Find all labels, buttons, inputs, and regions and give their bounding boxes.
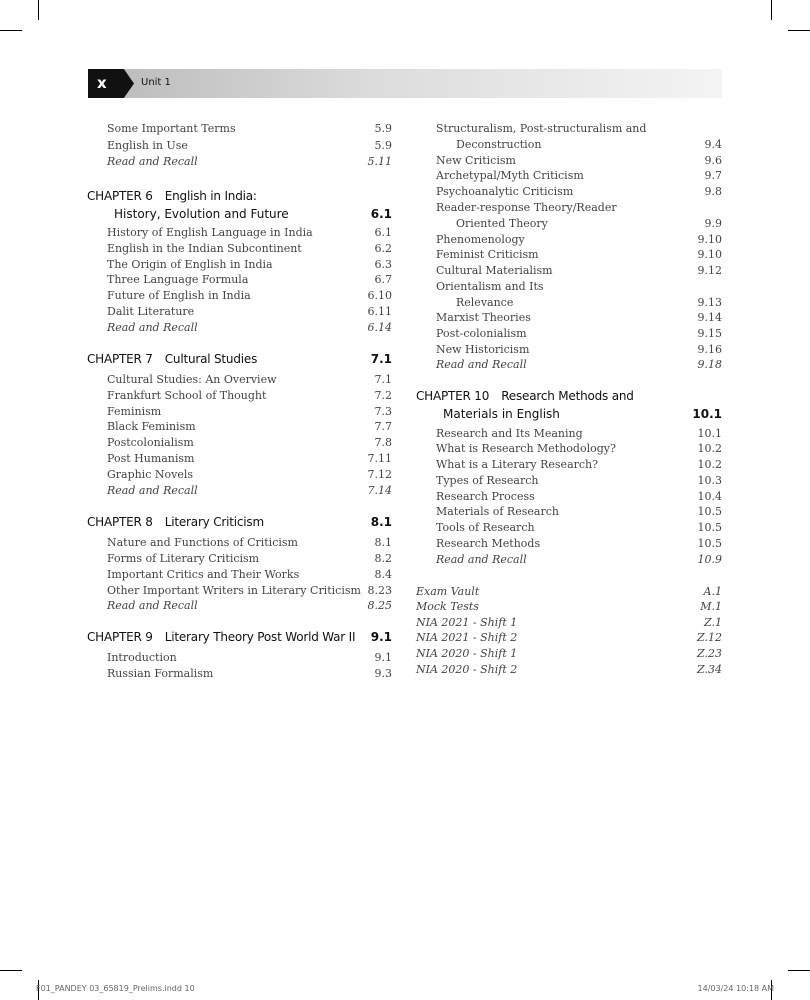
crop-mark	[788, 970, 810, 971]
crop-mark	[38, 0, 39, 20]
crop-mark	[0, 30, 22, 31]
footer-filename: F01_PANDEY 03_65819_Prelims.indd 10	[36, 984, 195, 993]
running-header-bar	[88, 69, 722, 98]
page-number: x	[97, 74, 107, 92]
running-header-title: Unit 1	[141, 77, 171, 88]
crop-mark	[771, 0, 772, 20]
crop-mark	[788, 30, 810, 31]
crop-mark	[0, 970, 22, 971]
footer-timestamp: 14/03/24 10:18 AM	[697, 984, 774, 993]
